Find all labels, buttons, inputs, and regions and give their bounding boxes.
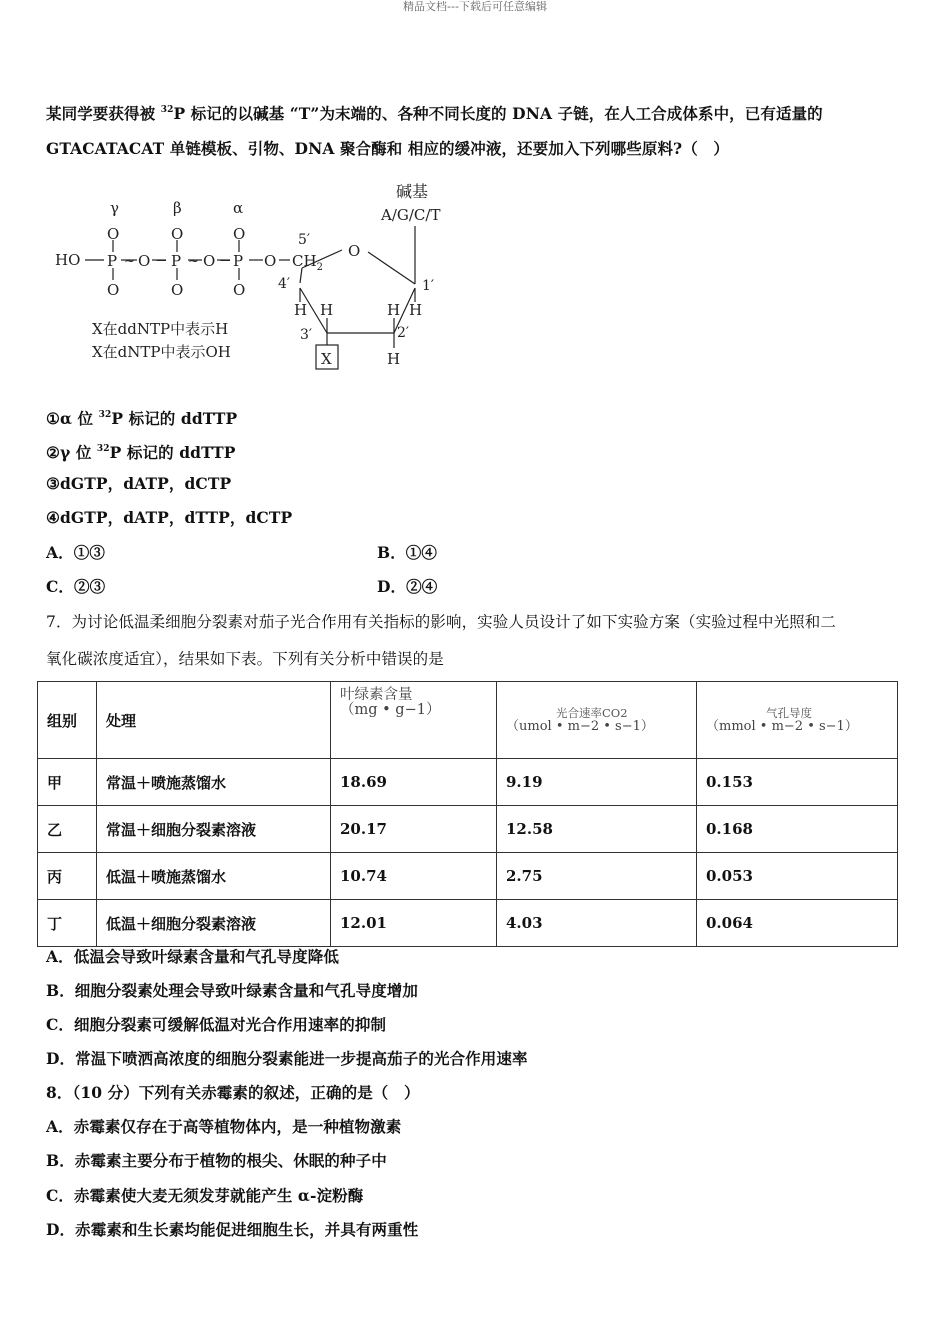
cell-chlorophyll: 10.74 [331,853,497,900]
q7-option-d[interactable]: D．常温下喷洒高浓度的细胞分裂素能进一步提高茄子的光合作用速率 [46,1049,528,1068]
cell-conductance: 0.064 [697,900,898,947]
q7-option-c[interactable]: C．细胞分裂素可缓解低温对光合作用速率的抑制 [46,1015,387,1034]
carbon-4-label: 4′ [278,276,291,292]
cell-group: 丙 [38,853,97,900]
cell-treatment: 低温＋喷施蒸馏水 [97,853,331,900]
svg-text:−: − [155,251,168,269]
header-group: 组别 [38,682,97,759]
q6-stem-line2: GTACATACAT 单链模板、引物、DNA 聚合酶和 相应的缓冲液，还要加入下列哪些原料?（ ） [46,139,730,158]
cell-conductance: 0.153 [697,759,898,806]
base-label: 碱基 [396,182,429,201]
q6-item-2 [46,440,236,463]
cell-treatment: 常温＋细胞分裂素溶液 [97,806,331,853]
q6-stem-text-a: 某同学要获得被 [46,104,161,124]
q6-item-1-b: P 标记的 ddTTP [111,409,238,429]
phosphate-alpha-p: P [233,252,244,270]
oxygen-bottom-alpha: O [233,281,246,299]
oxygen-top-alpha: O [233,225,246,243]
diagram-note-ddntp: X在ddNTP中表示H [92,320,229,338]
cell-chlorophyll: 20.17 [331,806,497,853]
q6-choice-c[interactable]: C．②③ [46,577,106,596]
header-cond-unit: （mmol • m−2 • s−1） [706,718,858,734]
cell-treatment: 常温＋喷施蒸馏水 [97,759,331,806]
q6-item-1-sup: 32 [98,410,112,420]
cell-group: 乙 [38,806,97,853]
cell-group: 甲 [38,759,97,806]
q7-option-a[interactable]: A．低温会导致叶绿素含量和气孔导度降低 [46,947,339,966]
q8-stem: 8．（10 分）下列有关赤霉素的叙述，正确的是（ ） [46,1083,420,1102]
table-row [38,853,898,900]
q8-option-d[interactable]: D．赤霉素和生长素均能促进细胞生长，并具有两重性 [46,1220,419,1239]
q8-option-b[interactable]: B．赤霉素主要分布于植物的根尖、休眠的种子中 [46,1151,387,1170]
x-substituent: X [321,350,332,368]
bridge-o-1: O [138,252,151,270]
header-treatment: 处理 [97,682,331,759]
q8-option-c[interactable]: C．赤霉素使大麦无须发芽就能产生 α-淀粉酶 [46,1186,364,1205]
q7-results-table [37,681,898,947]
beta-label: β [173,199,182,217]
q6-choice-a[interactable]: A．①③ [46,543,105,562]
header-photosynthesis-rate [497,682,697,759]
q7-stem-line2: 氧化碳浓度适宜），结果如下表。下列有关分析中错误的是 [46,650,444,668]
diagram-note-dntp: X在dNTP中表示OH [92,343,231,361]
header-chlorophyll-name: 叶绿素含量 [340,687,413,703]
ring-oxygen: O [348,242,361,260]
cell-rate: 12.58 [497,806,697,853]
q6-item-1-a: ①α 位 [46,409,99,429]
cell-rate: 2.75 [497,853,697,900]
q7-stem-line1: 7．为讨论低温柔细胞分裂素对茄子光合作用有关指标的影响，实验人员设计了如下实验方案（实验过程中光照和二 [46,613,836,631]
svg-text:−: − [219,251,232,269]
table-row [38,900,898,947]
table-header-row [38,682,898,759]
svg-text:~: ~ [124,254,135,269]
phosphate-beta-p: P [171,252,182,270]
gamma-label: γ [110,199,119,217]
bridge-o-2: O [203,252,216,270]
oxygen-top-gamma: O [107,225,120,243]
header-rate-unit: （umol • m−2 • s−1） [506,718,654,734]
q6-stem-superscript: 32 [160,105,174,115]
page-header-note: 精品文档---下载后可任意编辑 [403,0,547,13]
cell-group: 丁 [38,900,97,947]
svg-text:~: ~ [188,254,199,269]
ho-label: HO [55,251,81,269]
cell-treatment: 低温＋细胞分裂素溶液 [97,900,331,947]
cell-conductance: 0.053 [697,853,898,900]
q6-item-3: ③dGTP，dATP，dCTP [46,474,232,493]
q6-item-2-sup: 32 [96,444,110,454]
q6-choice-b[interactable]: B．①④ [377,543,438,562]
oxygen-bottom-gamma: O [107,281,120,299]
header-stomatal-conductance [697,682,898,759]
alpha-label: α [233,199,244,217]
q6-item-2-a: ②γ 位 [46,443,97,463]
ch2-label: $CH_2$ [292,252,323,273]
table-row [38,759,898,806]
table-row [38,806,898,853]
q6-stem-text-b: P 标记的以碱基 “T”为末端的、各种不同长度的 DNA 子链，在人工合成体系中，已有适量的 [173,104,823,124]
header-chlorophyll-unit: （mg • g−1） [340,702,441,718]
h-2: H [387,301,401,319]
q6-stem-line1 [46,101,823,124]
phosphate-gamma-p: P [107,252,118,270]
oxygen-bottom-beta: O [171,281,184,299]
h-2-bottom: H [387,350,401,368]
q6-item-4: ④dGTP，dATP，dTTP，dCTP [46,508,293,527]
oxygen-top-beta: O [171,225,184,243]
carbon-5-label: 5′ [298,232,311,248]
cell-conductance: 0.168 [697,806,898,853]
q8-option-a[interactable]: A．赤霉素仅存在于高等植物体内，是一种植物激素 [46,1117,402,1136]
base-types-label: A/G/C/T [381,206,441,224]
ddntp-structure-diagram [52,178,472,388]
carbon-1-label: 1′ [422,278,435,294]
q6-item-1 [46,406,237,429]
h-4: H [294,301,308,319]
q6-choice-d[interactable]: D．②④ [377,577,438,596]
header-chlorophyll [331,682,497,759]
cell-chlorophyll: 18.69 [331,759,497,806]
h-3: H [320,301,334,319]
cell-chlorophyll: 12.01 [331,900,497,947]
carbon-3-label: 3′ [300,327,313,343]
cell-rate: 9.19 [497,759,697,806]
header-cond-name: 气孔导度 [766,705,812,720]
carbon-2-label: 2′ [397,325,410,341]
q7-option-b[interactable]: B．细胞分裂素处理会导致叶绿素含量和气孔导度增加 [46,981,419,1000]
h-1: H [409,301,423,319]
cell-rate: 4.03 [497,900,697,947]
header-rate-name: 光合速率CO2 [556,705,628,720]
bridge-o-3: O [264,252,277,270]
q6-item-2-b: P 标记的 ddTTP [109,443,236,463]
